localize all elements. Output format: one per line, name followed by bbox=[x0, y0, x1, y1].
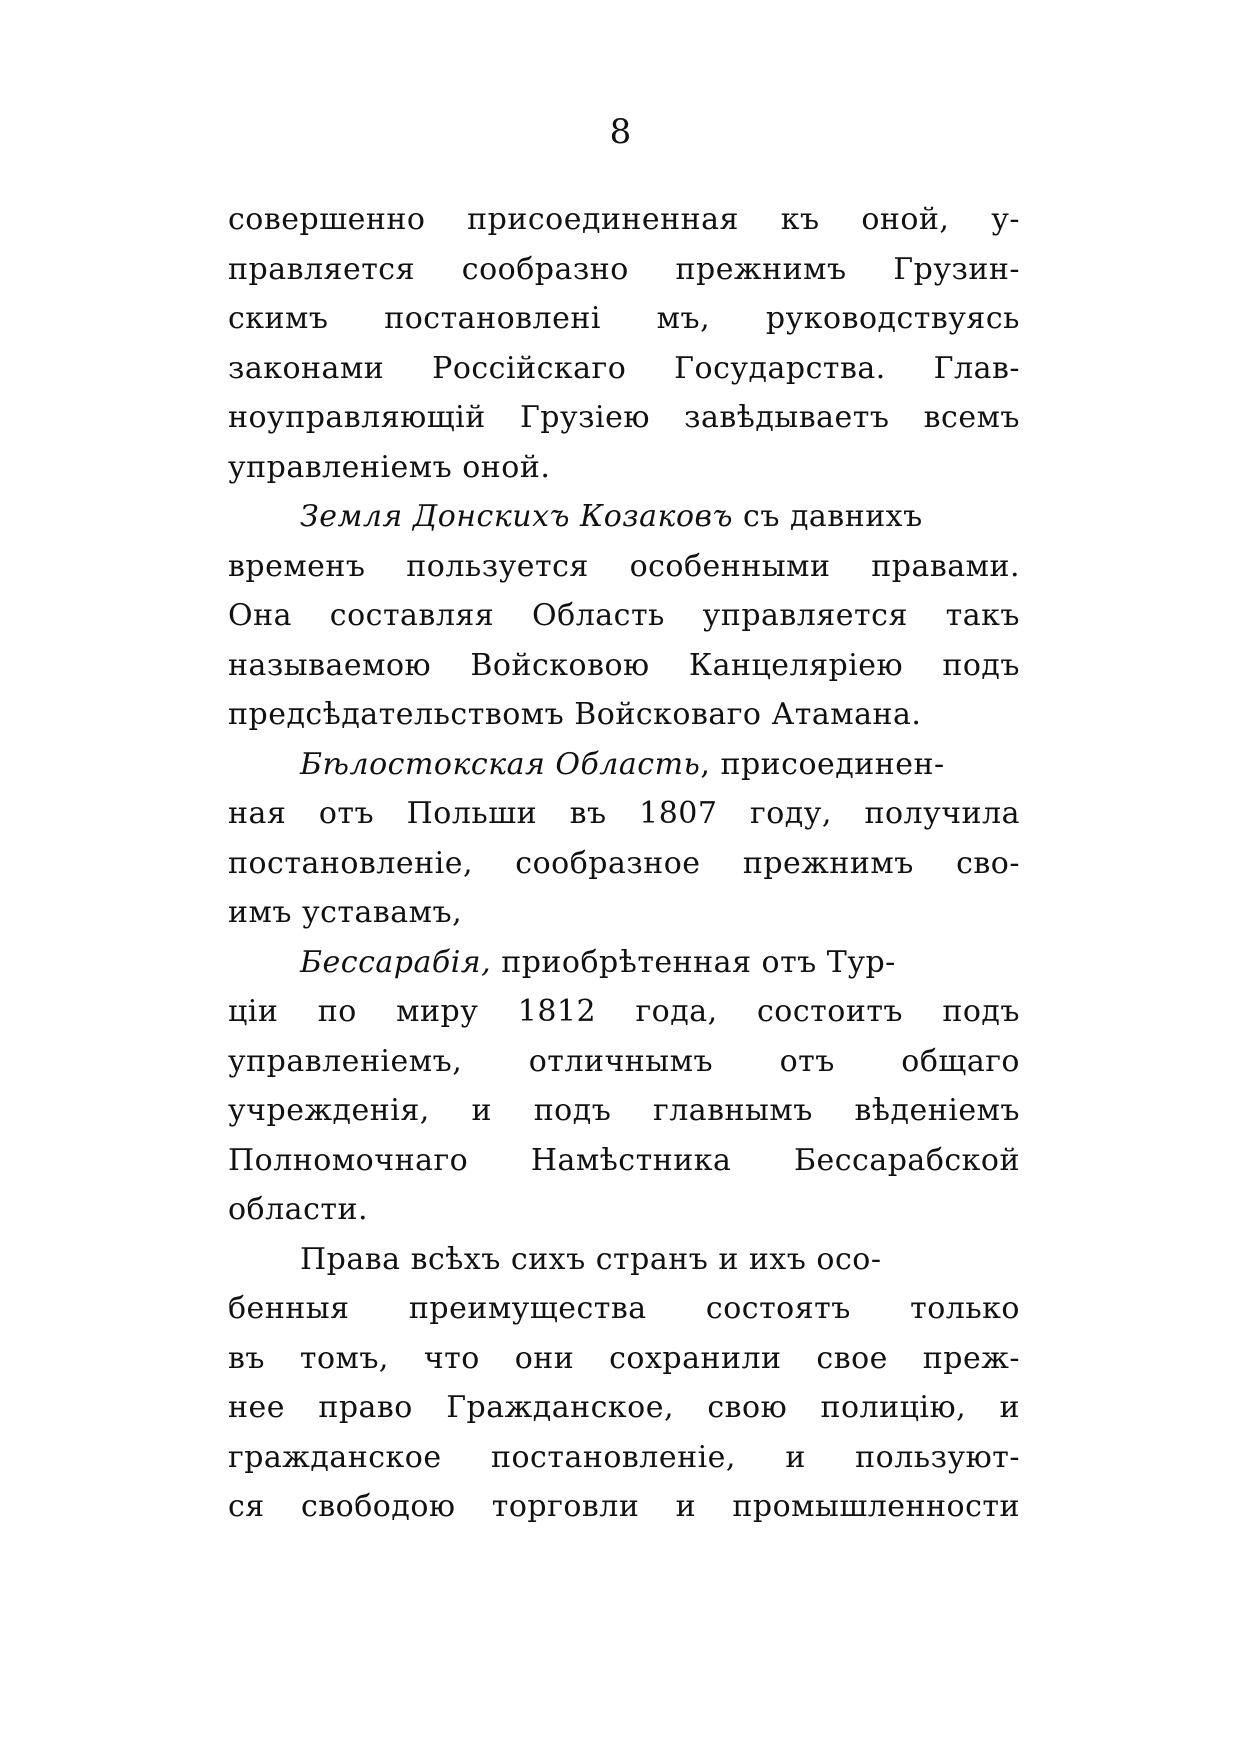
page-number: 8 bbox=[609, 112, 632, 152]
text-line: ціи по миру 1812 года, состоитъ подъ bbox=[228, 994, 1020, 1029]
body-text bbox=[228, 195, 1020, 1532]
text-line: нее право Гражданское, свою полицію, и bbox=[228, 1390, 1020, 1425]
text-line: ся свободою торговли и промышленности bbox=[228, 1489, 1020, 1524]
text-line: законами Россійскаго Государства. Глав- bbox=[228, 350, 1020, 386]
text-line: Права всѣхъ сихъ странъ и ихъ осо- bbox=[300, 1241, 882, 1277]
text-line bbox=[228, 740, 1020, 790]
text-line: ная отъ Польши въ 1807 году, получила bbox=[228, 796, 1020, 831]
italic-term: Бѣлостокская Область bbox=[300, 746, 701, 782]
text-line: называемою Войсковою Канцеляріею подъ bbox=[228, 647, 1020, 683]
text-line: бенныя преимущества состоятъ только bbox=[228, 1291, 1020, 1326]
text-line: совершенно присоединенная къ оной, у- bbox=[228, 202, 1020, 237]
text-line: предсѣдательствомъ Войсковаго Атамана. bbox=[228, 697, 922, 732]
text-line: въ томъ, что они сохранили свое преж- bbox=[228, 1340, 1020, 1376]
text-line: скимъ постановлені мъ, руководствуясь bbox=[228, 301, 1020, 336]
text-line: управленіемъ, отличнымъ отъ общаго bbox=[228, 1043, 1020, 1079]
text-fragment: , присоединен- bbox=[700, 746, 945, 782]
text-line: Она составляя Область управляется такъ bbox=[228, 598, 1020, 633]
text-line: постановленіе, сообразное прежнимъ сво- bbox=[228, 845, 1020, 881]
text-line: учрежденія, и подъ главнымъ вѣденіемъ bbox=[228, 1093, 1020, 1128]
text-line bbox=[228, 492, 1020, 542]
text-fragment: съ давнихъ bbox=[732, 499, 923, 534]
text-line: временъ пользуется особенными правами. bbox=[228, 548, 1020, 584]
italic-term: Бессарабія, bbox=[300, 944, 492, 980]
text-line: гражданское постановленіе, и пользуют- bbox=[228, 1439, 1020, 1475]
text-line: ноуправляющій Грузіею завѣдываетъ всемъ bbox=[228, 400, 1020, 435]
text-line: области. bbox=[228, 1192, 368, 1227]
text-fragment: приобрѣтенная отъ Тур- bbox=[491, 944, 896, 980]
italic-term: Земля Донскихъ Козаковъ bbox=[300, 499, 733, 534]
text-line bbox=[228, 938, 1020, 988]
text-line: правляется сообразно прежнимъ Грузин- bbox=[228, 251, 1020, 287]
text-line: управленіемъ оной. bbox=[228, 449, 551, 485]
text-line: имъ уставамъ, bbox=[228, 895, 463, 930]
text-line: Полномочнаго Намѣстника Бессарабской bbox=[228, 1142, 1020, 1178]
